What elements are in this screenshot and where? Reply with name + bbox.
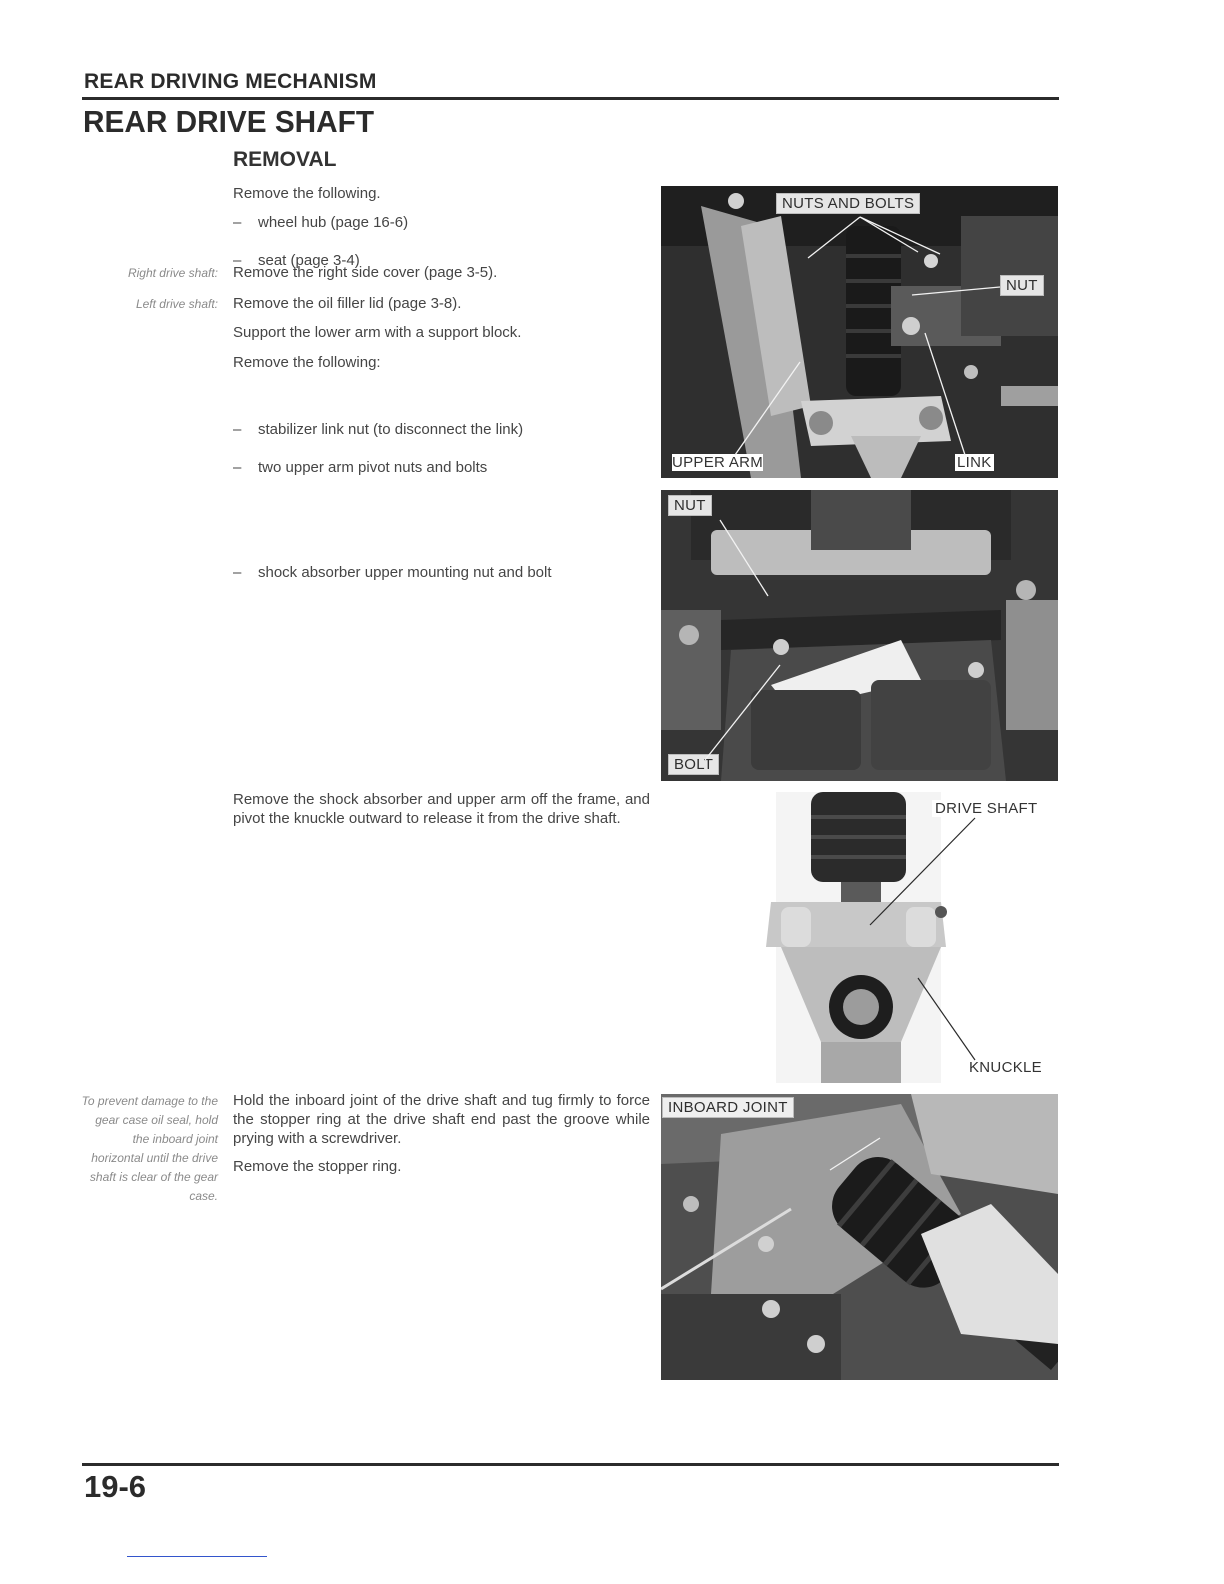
- list-item: – shock absorber upper mounting nut and bolt: [233, 564, 552, 581]
- remove-following-text: Remove the following:: [233, 354, 381, 371]
- list-item: – stabilizer link nut (to disconnect the link): [233, 421, 524, 438]
- photo-drive-shaft-drawing: [661, 792, 1058, 1083]
- callout-upper-arm: UPPER ARM: [672, 454, 764, 471]
- callout-link: LINK: [957, 454, 992, 471]
- photo-upper-arm-drawing: [661, 186, 1058, 478]
- photo-inboard-joint: [661, 1094, 1058, 1380]
- intro-text: Remove the following.: [233, 185, 381, 202]
- margin-note-left: Left drive shaft:: [135, 297, 218, 311]
- callout-nuts-and-bolts: NUTS AND BOLTS: [776, 193, 920, 214]
- callout-nut: NUT: [668, 495, 712, 516]
- support-text: Support the lower arm with a support block.: [233, 324, 522, 341]
- section-header: REAR DRIVING MECHANISM: [84, 70, 377, 93]
- page-title: REAR DRIVE SHAFT: [83, 104, 375, 139]
- photo-drive-shaft: [661, 792, 1058, 1083]
- page-number: 19-6: [84, 1469, 147, 1504]
- shock-paragraph: Remove the shock absorber and upper arm off the frame, and pivot the knuckle outward to release it from the drive shaft.: [233, 791, 650, 827]
- callout-bolt: BOLT: [668, 754, 719, 775]
- header-rule: [82, 97, 1059, 100]
- photo-shock-mount-drawing: [661, 490, 1058, 781]
- list-item: – wheel hub (page 16-6): [233, 214, 409, 231]
- photo-inboard-joint-drawing: [661, 1094, 1058, 1380]
- callout-inboard-joint: INBOARD JOINT: [662, 1097, 794, 1118]
- photo-upper-arm: [661, 186, 1058, 478]
- right-shaft-text: Remove the right side cover (page 3-5).: [233, 264, 498, 281]
- callout-drive-shaft: DRIVE SHAFT: [932, 800, 1040, 817]
- caution-note: To prevent damage to the gear case oil seal, hold the inboard joint horizontal until the drive shaft is clear of the gear case.: [81, 1094, 218, 1203]
- margin-note-right: Right drive shaft:: [127, 266, 218, 280]
- callout-nut: NUT: [1000, 275, 1044, 296]
- footer-rule: [82, 1463, 1059, 1466]
- list-item: – seat (page 3-4): [233, 252, 360, 269]
- left-shaft-text: Remove the oil filler lid (page 3-8).: [233, 295, 462, 312]
- stopper-text: Remove the stopper ring.: [233, 1158, 402, 1175]
- inboard-paragraph: Hold the inboard joint of the drive shaft and tug firmly to force the stopper ring at the drive shaft end past the groove while prying with a screwdriver.: [233, 1092, 650, 1147]
- photo-shock-mount: [661, 490, 1058, 781]
- list-item: – two upper arm pivot nuts and bolts: [233, 459, 488, 476]
- callout-knuckle: KNUCKLE: [966, 1059, 1045, 1076]
- footer-link-underline: [127, 1556, 267, 1557]
- removal-heading: REMOVAL: [233, 148, 337, 171]
